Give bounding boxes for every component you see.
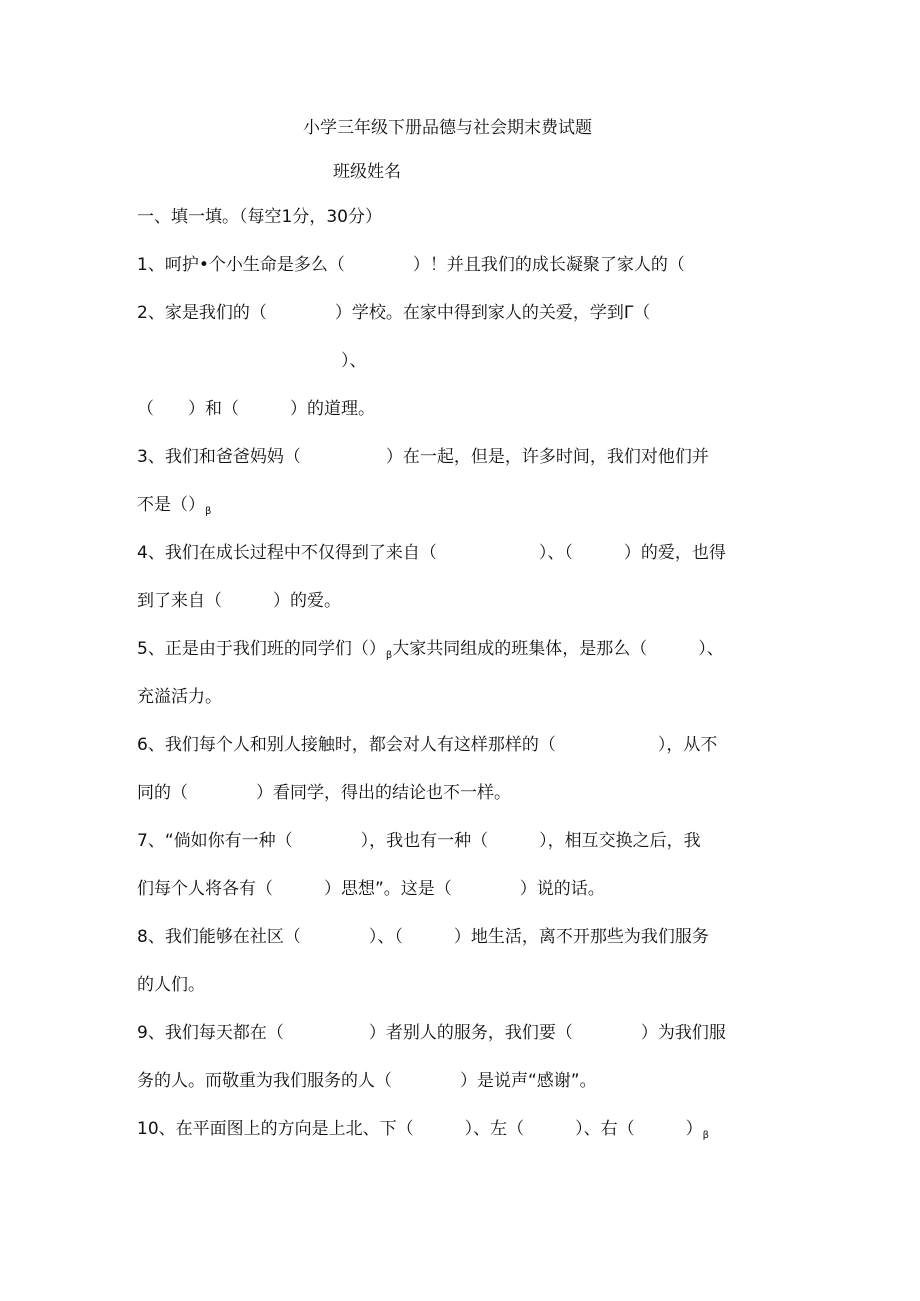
question-3-mark: β (205, 506, 212, 517)
question-2-end: （ ）和（ ）的道理。 (137, 399, 375, 419)
question-9-end: 务的人。而敬重为我们服务的人（ ）是说声“感谢”。 (137, 1071, 597, 1091)
question-7: 7、“倘如你有一种（ ），我也有一种（ ），相互交换之后，我 (137, 831, 701, 851)
class-name-line: 班级姓名 (333, 162, 401, 182)
question-5-start: 5、正是由于我们班的同学们（） (137, 639, 386, 659)
question-2-continued: ）、 (341, 351, 367, 371)
question-5 (137, 637, 724, 668)
question-6-end: 同的（ ）看同学，得出的结论也不一样。 (137, 783, 511, 803)
question-1: 1、呵护•个小生命是多么（ ）！并且我们的成长凝聚了家人的（ (137, 255, 685, 275)
question-3-end (137, 493, 211, 524)
question-10-text: 10、在平面图上的方向是上北、下（ ）、左（ ）、右（ ） (137, 1119, 703, 1139)
section-heading: 一、填一填。（每空1分，30分） (137, 207, 382, 227)
question-10 (137, 1117, 709, 1148)
question-7-end: 们每个人将各有（ ）思想”。这是（ ）说的话。 (137, 879, 605, 899)
question-10-mark: β (702, 1130, 710, 1141)
question-4-end: 到了来自（ ）的爱。 (137, 591, 341, 611)
question-3: 3、我们和爸爸妈妈（ ）在一起，但是，许多时间，我们对他们并 (137, 447, 709, 467)
question-8-end: 的人们。 (137, 975, 205, 995)
question-2: 2、家是我们的（ ）学校。在家中得到家人的关爱，学到Γ（ (137, 303, 651, 323)
question-6: 6、我们每个人和别人接触时，都会对人有这样那样的（ ），从不 (137, 735, 718, 755)
question-9: 9、我们每天都在（ ）者别人的服务，我们要（ ）为我们服 (137, 1023, 726, 1043)
question-8: 8、我们能够在社区（ ）、（ ）地生活，离不开那些为我们服务 (137, 927, 709, 947)
question-4: 4、我们在成长过程中不仅得到了来自（ ）、（ ）的爱，也得 (137, 543, 726, 563)
page-title: 小学三年级下册品德与社会期末费试题 (303, 118, 592, 138)
question-3-end-text: 不是（） (137, 495, 205, 515)
question-5-end: 充溢活力。 (137, 687, 222, 707)
question-5-rest: 大家共同组成的班集体，是那么（ ）、 (392, 639, 724, 659)
question-5-mark: β (385, 650, 393, 661)
